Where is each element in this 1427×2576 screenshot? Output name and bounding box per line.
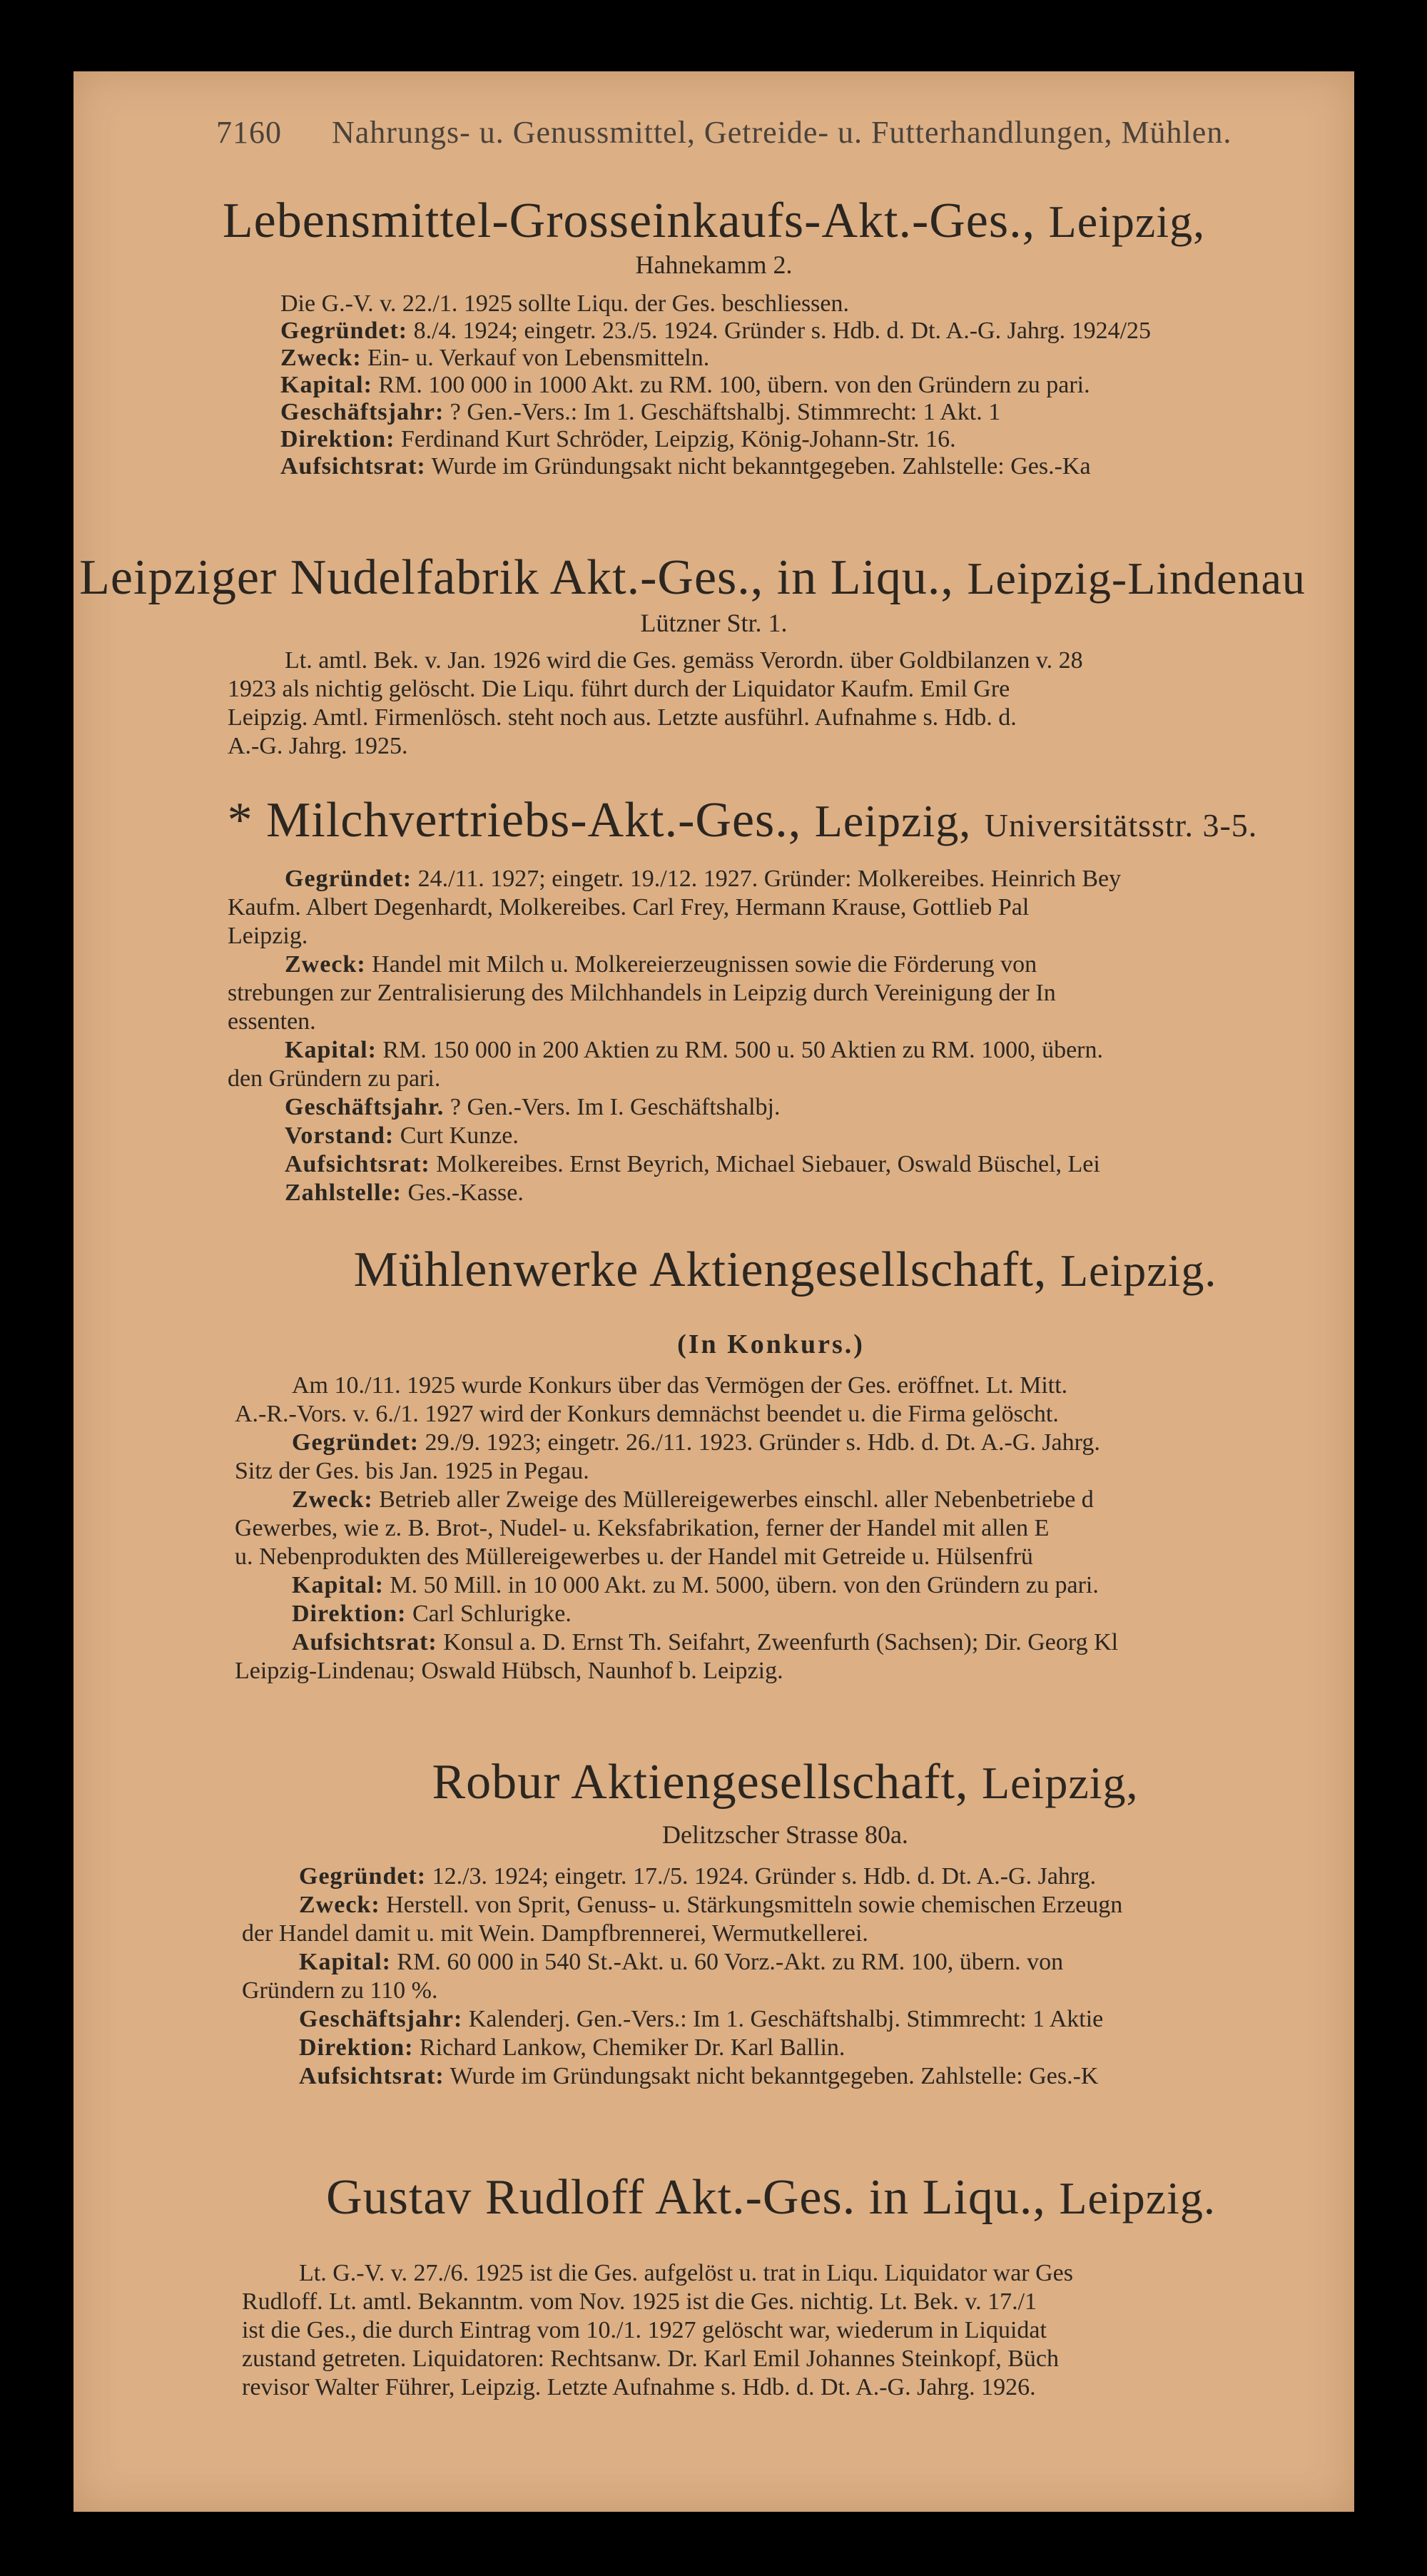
entry-line: Gründern zu 110 %. <box>242 1977 438 2004</box>
entry-line: Aufsichtsrat: Molkereibes. Ernst Beyrich, Michael Siebauer, Oswald Büschel, Lei <box>285 1151 1100 1177</box>
entry-line: Direktion: Carl Schlurigke. <box>292 1601 572 1627</box>
entry-line: Gegründet: 8./4. 1924; eingetr. 23./5. 1924. Gründer s. Hdb. d. Dt. A.-G. Jahrg. 1924/25 <box>280 318 1152 344</box>
page-number: 7160 <box>216 115 282 150</box>
entry-line: Aufsichtsrat: Wurde im Gründungsakt nicht bekanntgegeben. Zahlstelle: Ges.-K <box>299 2063 1099 2089</box>
entry-line: Kapital: RM. 150 000 in 200 Aktien zu RM. 500 u. 50 Aktien zu RM. 1000, übern. <box>285 1037 1103 1063</box>
entry-line: Zweck: Herstell. von Sprit, Genuss- u. Stärkungsmitteln sowie chemischen Erzeugn <box>299 1892 1123 1918</box>
entry-line: Kaufm. Albert Degenhardt, Molkereibes. Carl Frey, Hermann Krause, Gottlieb Pal <box>228 894 1030 921</box>
company-address: Hahnekamm 2. <box>635 250 793 279</box>
running-title: Nahrungs- u. Genussmittel, Getreide- u. Futterhandlungen, Mühlen. <box>332 115 1232 150</box>
entry-line: Gegründet: 29./9. 1923; eingetr. 26./11. 1923. Gründer s. Hdb. d. Dt. A.-G. Jahrg. <box>292 1429 1100 1456</box>
entry-line: Lt. G.-V. v. 27./6. 1925 ist die Ges. aufgelöst u. trat in Liqu. Liquidator war Ges <box>299 2260 1073 2286</box>
entry-line: Lt. amtl. Bek. v. Jan. 1926 wird die Ges. gemäss Verordn. über Goldbilanzen v. 28 <box>285 647 1083 674</box>
entry-line: Direktion: Ferdinand Kurt Schröder, Leipzig, König-Johann-Str. 16. <box>280 426 956 452</box>
entry-line: ist die Ges., die durch Eintrag vom 10./1. 1927 gelöscht war, wiederum in Liquidat <box>242 2317 1047 2343</box>
entry-line: Aufsichtsrat: Wurde im Gründungsakt nicht bekanntgegeben. Zahlstelle: Ges.-Ka <box>280 453 1091 480</box>
entry-line: strebungen zur Zentralisierung des Milchhandels in Leipzig durch Vereinigung der In <box>228 980 1056 1006</box>
entry-line: Geschäftsjahr. ? Gen.-Vers. Im I. Geschäftshalbj. <box>285 1094 781 1120</box>
entry-line: der Handel damit u. mit Wein. Dampfbrennerei, Wermutkellerei. <box>242 1920 868 1947</box>
entry-line: Kapital: RM. 60 000 in 540 St.-Akt. u. 60 Vorz.-Akt. zu RM. 100, übern. von <box>299 1949 1064 1975</box>
company-title: Lebensmittel-Grosseinkaufs-Akt.-Ges., Leipzig, <box>222 193 1206 248</box>
entry-line: A.-R.-Vors. v. 6./1. 1927 wird der Konkurs demnächst beendet u. die Firma gelöscht. <box>235 1401 1059 1427</box>
entry-line: 1923 als nichtig gelöscht. Die Liqu. führt durch der Liquidator Kaufm. Emil Gre <box>228 676 1010 702</box>
entry-line: revisor Walter Führer, Leipzig. Letzte Aufnahme s. Hdb. d. Dt. A.-G. Jahrg. 1926. <box>242 2374 1036 2400</box>
entry-line: Rudloff. Lt. amtl. Bekanntm. vom Nov. 1925 ist die Ges. nichtig. Lt. Bek. v. 17./1 <box>242 2288 1037 2315</box>
entry-line: Leipzig-Lindenau; Oswald Hübsch, Naunhof b. Leipzig. <box>235 1658 783 1684</box>
entry-line: Geschäftsjahr: ? Gen.-Vers.: Im 1. Geschäftshalbj. Stimmrecht: 1 Akt. 1 <box>280 399 1001 425</box>
entry-line: Sitz der Ges. bis Jan. 1925 in Pegau. <box>235 1458 589 1484</box>
company-title: Mühlenwerke Aktiengesellschaft, Leipzig. <box>353 1242 1217 1297</box>
entry-line: Gegründet: 24./11. 1927; eingetr. 19./12. 1927. Gründer: Molkereibes. Heinrich Bey <box>285 866 1122 892</box>
entry-line: zustand getreten. Liquidatoren: Rechtsanw. Dr. Karl Emil Johannes Steinkopf, Büch <box>242 2346 1060 2372</box>
entry-line: Direktion: Richard Lankow, Chemiker Dr. Karl Ballin. <box>299 2034 845 2061</box>
entry-line: A.-G. Jahrg. 1925. <box>228 733 408 759</box>
entry-line: Leipzig. <box>228 923 308 949</box>
entry-line: Die G.-V. v. 22./1. 1925 sollte Liqu. der Ges. beschliessen. <box>280 290 849 317</box>
company-title: Robur Aktiengesellschaft, Leipzig, <box>432 1755 1139 1810</box>
entry-line: u. Nebenprodukten des Müllereigewerbes u. der Handel mit Getreide u. Hülsenfrü <box>235 1543 1033 1570</box>
entry-line: essenten. <box>228 1008 316 1035</box>
entry-line: Vorstand: Curt Kunze. <box>285 1122 519 1149</box>
entry-line: den Gründern zu pari. <box>228 1065 441 1092</box>
entry-line: Gewerbes, wie z. B. Brot-, Nudel- u. Keksfabrikation, ferner der Handel mit allen E <box>235 1515 1050 1541</box>
company-title: Leipziger Nudelfabrik Akt.-Ges., in Liqu., Leipzig-Lindenau <box>79 550 1306 605</box>
entry-line: Leipzig. Amtl. Firmenlösch. steht noch aus. Letzte ausführl. Aufnahme s. Hdb. d. <box>228 704 1017 731</box>
page-header <box>216 114 1354 200</box>
entry-line: Zweck: Betrieb aller Zweige des Müllereigewerbes einschl. aller Nebenbetriebe d <box>292 1486 1094 1513</box>
company-title: * Milchvertriebs-Akt.-Ges., Leipzig, Universitätsstr. 3-5. <box>227 793 1258 848</box>
company-address: Delitzscher Strasse 80a. <box>662 1820 908 1849</box>
entry-line: Kapital: RM. 100 000 in 1000 Akt. zu RM. 100, übern. von den Gründern zu pari. <box>280 372 1090 398</box>
entry-line: Zweck: Handel mit Milch u. Molkereierzeugnissen sowie die Förderung von <box>285 951 1037 978</box>
entry-line: Gegründet: 12./3. 1924; eingetr. 17./5. 1924. Gründer s. Hdb. d. Dt. A.-G. Jahrg. <box>299 1863 1097 1890</box>
document-page <box>73 71 1354 2512</box>
entry-line: Kapital: M. 50 Mill. in 10 000 Akt. zu M. 5000, übern. von den Gründern zu pari. <box>292 1572 1099 1598</box>
entry-line: Aufsichtsrat: Konsul a. D. Ernst Th. Seifahrt, Zweenfurth (Sachsen); Dir. Georg Kl <box>292 1629 1119 1655</box>
company-address: Lützner Str. 1. <box>640 609 788 637</box>
entry-line: Zahlstelle: Ges.-Kasse. <box>285 1180 524 1206</box>
company-title: Gustav Rudloff Akt.-Ges. in Liqu., Leipzig. <box>326 2170 1216 2225</box>
entry-line: Geschäftsjahr: Kalenderj. Gen.-Vers.: Im 1. Geschäftshalbj. Stimmrecht: 1 Aktie <box>299 2006 1104 2032</box>
company-subtitle: (In Konkurs.) <box>677 1329 865 1359</box>
entry-line: Am 10./11. 1925 wurde Konkurs über das Vermögen der Ges. eröffnet. Lt. Mitt. <box>292 1372 1068 1399</box>
entry-line: Zweck: Ein- u. Verkauf von Lebensmitteln. <box>280 345 710 371</box>
